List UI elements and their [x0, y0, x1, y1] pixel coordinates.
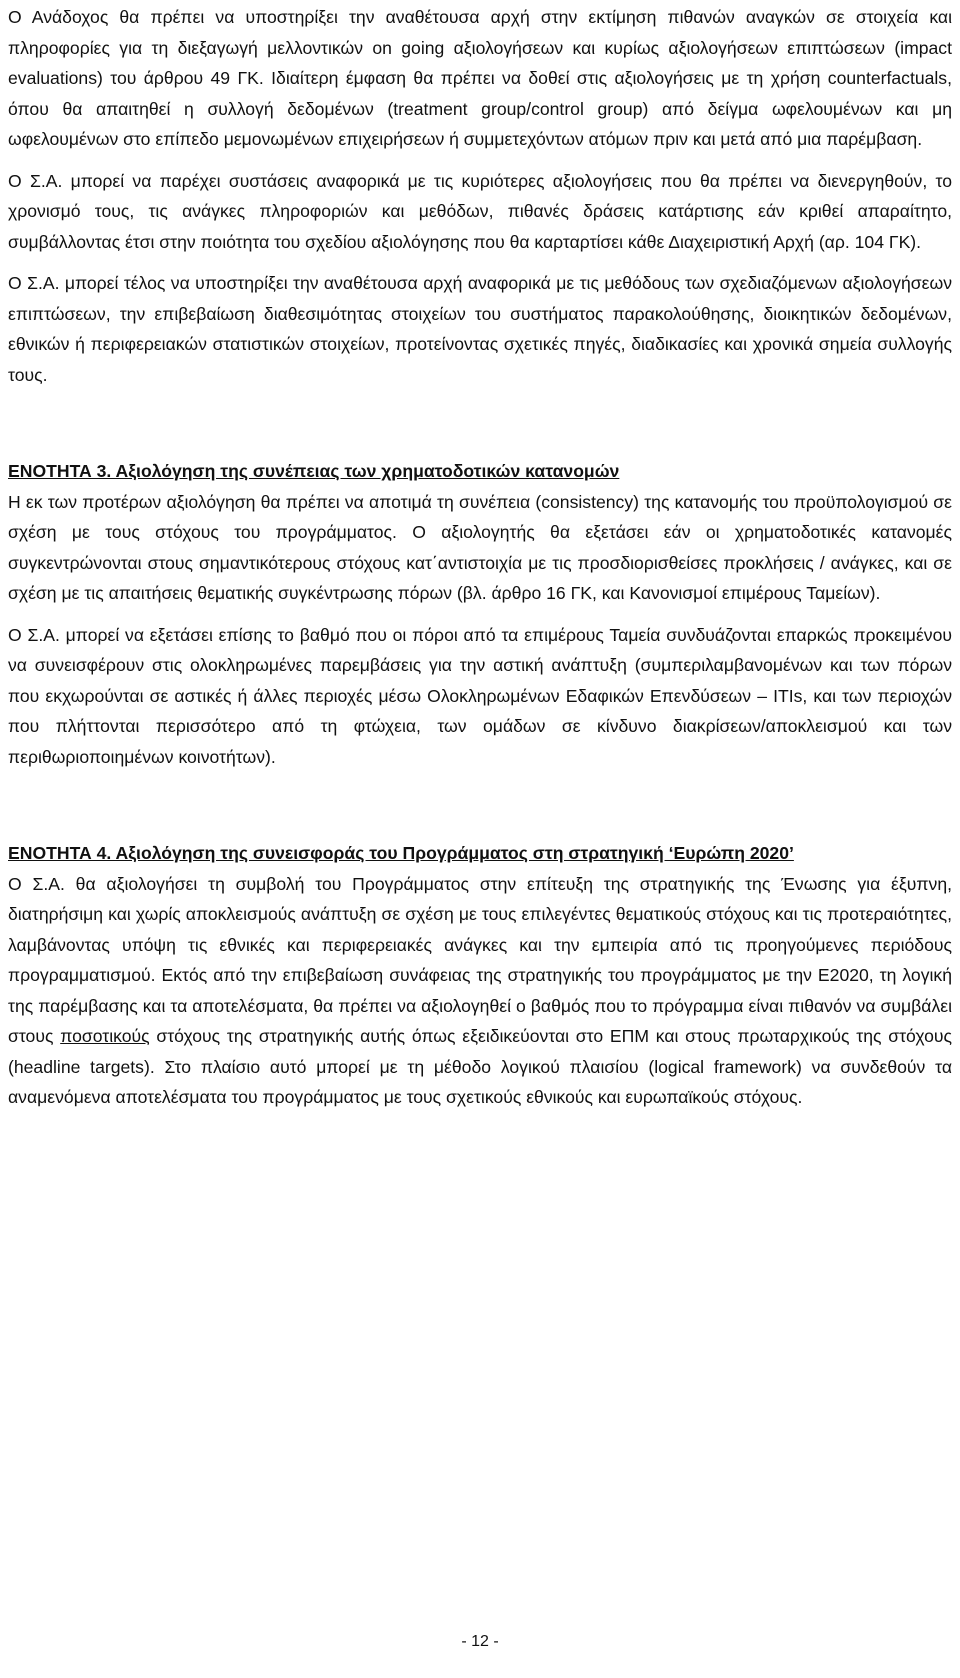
- paragraph-recommendations: Ο Σ.Α. μπορεί να παρέχει συστάσεις αναφορικά με τις κυριότερες αξιολογήσεις που θα πρέπει να διενεργηθούν, το χρονισμό τους, τις ανάγκες πληροφοριών και μεθόδων, πιθανές δράσεις κατάρτισης εάν κριθεί απαραίτητο, συμβάλλοντας έτσι στην ποιότητα του σχεδίου αξιολόγησης που θα καρταρτίσει κάθε Διαχειριστική Αρχή (αρ. 104 ΓΚ).: [8, 170, 952, 252]
- section-4-text-part-2: στόχους της στρατηγικής αυτής όπως εξειδικεύονται στο ΕΠΜ και στους πρωταρχικούς της στόχους (headline targets). Στο πλαίσιο αυτό μπορεί με τη μέθοδο λογικού πλαισίου (logical framework) να συνδεθούν τα αναμενόμενα αποτελέσματα του προγράμματος με τους σχετικούς εθνικούς και ευρωπαϊκούς στόχους.: [8, 1026, 952, 1107]
- section-3-paragraph-consistency: Η εκ των προτέρων αξιολόγηση θα πρέπει να αποτιμά τη συνέπεια (consistency) της κατανομής του προϋπολογισμού σε σχέση με τους στόχους του προγράμματος. Ο αξιολογητής θα εξετάσει εάν οι χρηματοδοτικές κατανομές συγκεντρώνονται στους σημαντικότερους στόχους κατ΄αντιστοιχία με τις προσδιορισθείσες προκλήσεις / ανάγκες, και σε σχέση με τις απαιτήσεις θεματικής συγκέντρωσης πόρων (βλ. άρθρο 16 ΓΚ, και Κανονισμοί επιμέρους Ταμείων).: [8, 491, 952, 603]
- paragraph-methods-support: Ο Σ.Α. μπορεί τέλος να υποστηρίξει την αναθέτουσα αρχή αναφορικά με τις μεθόδους των σχεδιαζόμενων αξιολογήσεων επιπτώσεων, την επιβεβαίωση διαθεσιμότητας στοιχείων του συστήματος παρακολούθησης, διοικητικών δεδομένων, εθνικών ή περιφερειακών στατιστικών στοιχείων, προτείνοντας σχετικές πηγές, διαδικασίες και χρονικά σημεία συλλογής τους.: [8, 273, 952, 385]
- section-4-text-part-1: Ο Σ.Α. θα αξιολογήσει τη συμβολή του Προγράμματος στην επίτευξη της στρατηγικής της Ένωσης για έξυπνη, διατηρήσιμη και χωρίς αποκλεισμούς ανάπτυξη σε σχέση με τους επιλεγέντες θεματικούς στόχους και τις προτεραιότητες, λαμβάνοντας υπόψη τις εθνικές και περιφερειακές ανάγκες και την εμπειρία από τις προηγούμενες περιόδους προγραμματισμού. Εκτός από την επιβεβαίωση συνάφειας της στρατηγικής του προγράμματος με την Ε2020, τη λογική της παρέμβασης και τα αποτελέσματα, θα πρέπει να αξιολογηθεί ο βαθμός που το πρόγραμμα είναι πιθανόν να συμβάλει στους: [8, 873, 952, 1046]
- section-3-paragraph-urban-development: Ο Σ.Α. μπορεί να εξετάσει επίσης το βαθμό που οι πόροι από τα επιμέρους Ταμεία συνδυάζονται επαρκώς προκειμένου να συνεισφέρουν στις ολοκληρωμένες παρεμβάσεις για την αστική ανάπτυξη (συμπεριλαμβανομένων και των πόρων που εκχωρούνται σε αστικές ή άλλες περιοχές μέσω Ολοκληρωμένων Εδαφικών Επενδύσεων – ITIs, και των περιοχών που πλήττονται περισσότερο από τη φτώχεια, των ομάδων σε κίνδυνο διακρίσεων/αποκλεισμού και των περιθωριοποιημένων κοινοτήτων).: [8, 624, 952, 767]
- page-number: - 12 -: [461, 1633, 499, 1650]
- section-3-heading: ΕΝΟΤΗΤΑ 3. Αξιολόγηση της συνέπειας των χρηματοδοτικών κατανομών: [8, 461, 620, 481]
- paragraph-impact-evaluations: Ο Ανάδοχος θα πρέπει να υποστηρίξει την αναθέτουσα αρχή στην εκτίμηση πιθανών αναγκών σε στοιχεία και πληροφορίες για τη διεξαγωγή μελλοντικών on going αξιολογήσεων και κυρίως αξιολογήσεων επιπτώσεων (impact evaluations) του άρθρου 49 ΓΚ. Ιδιαίτερη έμφαση θα πρέπει να δοθεί στις αξιολογήσεις με τη χρήση counterfactuals, όπου θα απαιτηθεί η συλλογή δεδομένων (treatment group/control group) από δείγμα ωφελουμένων και μη ωφελουμένων στο επίπεδο μεμονωμένων επιχειρήσεων ή συμμετεχόντων ατόμων πριν και μετά από μια παρέμβαση.: [8, 7, 952, 149]
- section-4-paragraph-europe-2020: [8, 869, 952, 1113]
- section-4-heading: ΕΝΟΤΗΤΑ 4. Αξιολόγηση της συνεισφοράς του Προγράμματος στη στρατηγική ‘Ευρώπη 2020’: [8, 843, 794, 863]
- underlined-word-quantitative: ποσοτικούς: [60, 1026, 150, 1046]
